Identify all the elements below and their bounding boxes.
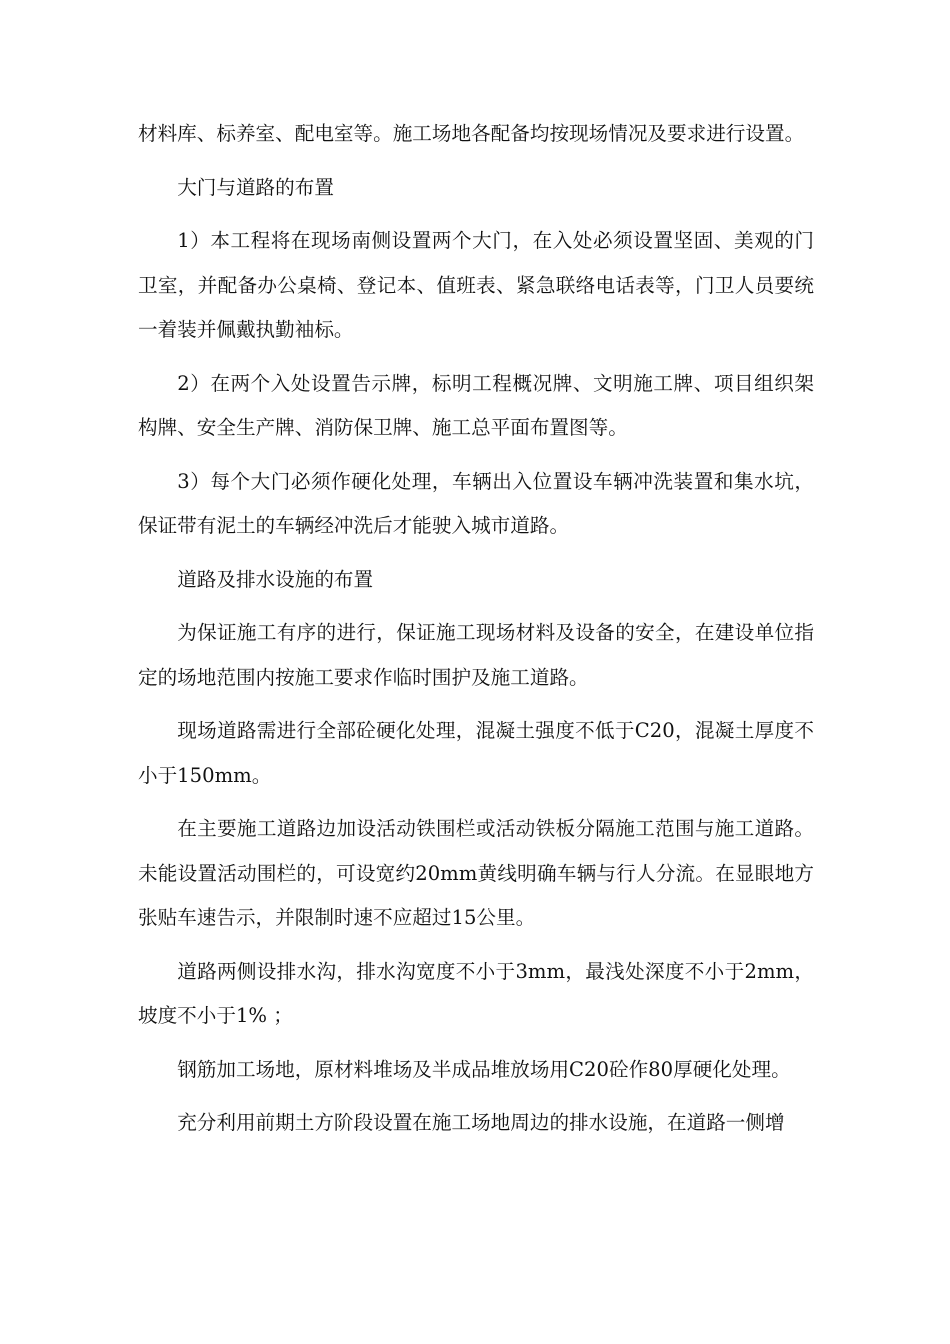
paragraph-road-1: 为保证施工有序的进行，保证施工现场材料及设备的安全，在建设单位指定的场地范围内按施工要求作临时围护及施工道路。 bbox=[138, 621, 814, 689]
paragraph-gate-3: 3）每个大门必须作硬化处理，车辆出入位置设车辆冲洗装置和集水坑，保证带有泥土的车辆经冲洗后才能驶入城市道路。 bbox=[138, 469, 814, 537]
paragraph-1: 材料库、标养室、配电室等。施工场地各配备均按现场情况及要求进行设置。 bbox=[138, 122, 805, 145]
paragraph-road-3: 在主要施工道路边加设活动铁围栏或活动铁板分隔施工范围与施工道路。未能设置活动围栏的，可设宽约20mm黄线明确车辆与行人分流。在显眼地方张贴车速告示，并限制时速不应超过15公里。 bbox=[138, 817, 814, 929]
paragraph-road-5: 钢筋加工场地，原材料堆场及半成品堆放场用C20砼作80厚硬化处理。 bbox=[177, 1057, 791, 1081]
document-body bbox=[138, 112, 814, 1155]
paragraph-road-6: 充分利用前期土方阶段设置在施工场地周边的排水设施，在道路一侧增 bbox=[177, 1111, 785, 1134]
paragraph-road-4: 道路两侧设排水沟，排水沟宽度不小于3mm，最浅处深度不小于2mm，坡度不小于1% ； bbox=[138, 959, 814, 1027]
paragraph-road-2: 现场道路需进行全部砼硬化处理，混凝土强度不低于C20，混凝土厚度不小于150mm。 bbox=[138, 719, 814, 787]
paragraph-gate-1: 1）本工程将在现场南侧设置两个大门，在入处必须设置坚固、美观的门卫室，并配备办公桌椅、登记本、值班表、紧急联络电话表等，门卫人员要统一着装并佩戴执勤袖标。 bbox=[138, 229, 814, 341]
section-heading-road-drainage: 道路及排水设施的布置 bbox=[177, 567, 374, 591]
section-heading-gate-road: 大门与道路的布置 bbox=[177, 175, 334, 199]
paragraph-gate-2: 2）在两个入处设置告示牌，标明工程概况牌、文明施工牌、项目组织架构牌、安全生产牌、消防保卫牌、施工总平面布置图等。 bbox=[138, 371, 814, 439]
